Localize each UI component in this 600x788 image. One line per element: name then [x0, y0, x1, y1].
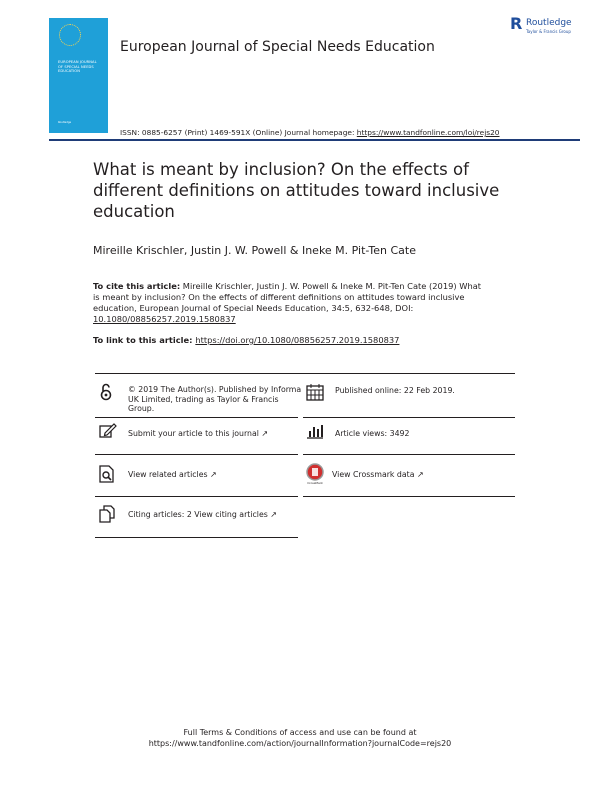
external-link-icon: ↗ [261, 429, 269, 438]
published-text: Published online: 22 Feb 2019. [335, 386, 455, 395]
issn-line [120, 128, 500, 137]
link-label: To link to this article: [93, 335, 196, 345]
open-access-icon [99, 383, 117, 401]
divider [95, 537, 298, 538]
cover-publisher: Routledge [58, 121, 72, 124]
citing-articles-icon [99, 505, 117, 523]
divider [95, 454, 298, 455]
divider [303, 417, 515, 418]
cite-text: Mireille Krischler, Justin J. W. Powell & Ineke M. Pit-Ten Cate (2019) What is meant by inclusion? On the effects of different definitions on attitudes toward inclusive education, European Journal of Special Needs Education, 34:5, 632-648, DOI: [93, 281, 482, 313]
license-text: © 2019 The Author(s). Published by Informa UK Limited, trading as Taylor & Francis Group. [128, 385, 302, 414]
cover-title: EUROPEAN JOURNAL OF SPECIAL NEEDS EDUCATION [58, 60, 97, 73]
publisher-name: Routledge [526, 18, 572, 28]
calendar-icon [306, 383, 324, 401]
footer [0, 727, 600, 749]
crossmark-icon [306, 463, 324, 485]
external-link-icon: ↗ [270, 510, 277, 519]
external-link-icon: ↗ [416, 470, 424, 479]
footer-terms-link[interactable]: https://www.tandfonline.com/action/journalInformation?journalCode=rejs20 [148, 739, 452, 748]
citation [93, 281, 483, 325]
edit-icon [99, 423, 117, 441]
submit-text: Submit your article to this journal ↗ [128, 429, 269, 438]
journal-name[interactable]: European Journal of Special Needs Education [120, 39, 435, 55]
views-text: Article views: 3492 [335, 429, 410, 438]
routledge-icon: R [510, 14, 523, 33]
crossmark-text: View Crossmark data ↗ [332, 470, 424, 479]
divider [303, 454, 515, 455]
bar-chart-icon [306, 423, 324, 441]
article-link [93, 335, 399, 345]
footer-line1: Full Terms & Conditions of access and use can be found at [183, 728, 417, 737]
eu-stars-icon [59, 24, 81, 46]
divider [303, 496, 515, 497]
external-link-icon: ↗ [210, 470, 217, 479]
cite-doi-link[interactable]: 10.1080/08856257.2019.1580837 [93, 314, 236, 324]
article-doi-link[interactable]: https://doi.org/10.1080/08856257.2019.1580837 [195, 335, 400, 345]
issn-text: ISSN: 0885-6257 (Print) 1469-591X (Online) Journal homepage: [120, 128, 357, 137]
article-authors: Mireille Krischler, Justin J. W. Powell & Ineke M. Pit-Ten Cate [93, 244, 416, 257]
citing-text: Citing articles: 2 View citing articles ↗ [128, 510, 277, 519]
related-text: View related articles ↗ [128, 470, 217, 479]
related-articles-icon [99, 465, 117, 483]
journal-homepage-link[interactable]: https://www.tandfonline.com/loi/rejs20 [356, 128, 500, 137]
svg-text:CrossMark: CrossMark [307, 481, 323, 485]
info-top-rule [95, 373, 515, 374]
journal-cover [49, 18, 108, 133]
divider [95, 496, 298, 497]
cite-label: To cite this article: [93, 281, 181, 291]
publisher-tagline: Taylor & Francis Group [526, 29, 571, 34]
header-rule [49, 139, 580, 141]
article-title: What is meant by inclusion? On the effects of different definitions on attitudes toward inclusive education [93, 160, 500, 221]
divider [95, 417, 298, 418]
